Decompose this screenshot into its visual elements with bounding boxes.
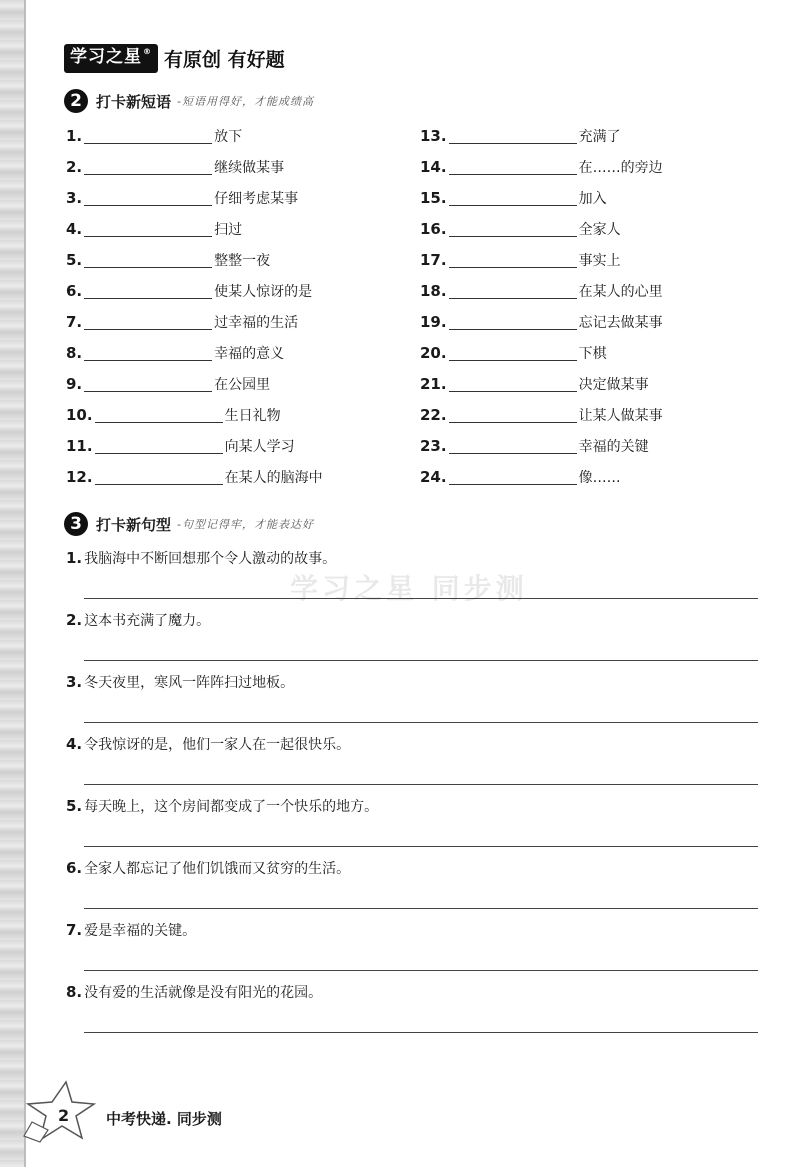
- item-number: 1.: [66, 549, 83, 567]
- answer-blank[interactable]: [449, 127, 577, 144]
- item-number: 5.: [66, 797, 83, 815]
- phrase-item: [66, 306, 406, 337]
- page-header: [64, 40, 285, 76]
- sentence-chinese: 每天晚上，这个房间都变成了一个快乐的地方。: [84, 799, 379, 815]
- footer-text: 中考快递. 同步测: [106, 1110, 222, 1128]
- item-number: 20.: [420, 343, 447, 362]
- section-subtitle: -句型记得牢，才能表达好: [177, 518, 314, 531]
- phrase-item: [420, 213, 760, 244]
- section-number-badge: 2: [64, 89, 88, 113]
- sentence-prompt: [66, 919, 758, 941]
- sentence-chinese: 爱是幸福的关键。: [84, 923, 197, 939]
- item-number: 9.: [66, 374, 83, 393]
- answer-line[interactable]: [84, 908, 758, 909]
- phrase-chinese: 生日礼物: [224, 407, 281, 424]
- phrase-item: [66, 337, 406, 368]
- item-number: 17.: [420, 250, 447, 269]
- phrase-item: [420, 337, 760, 368]
- answer-blank[interactable]: [95, 437, 223, 454]
- item-number: 1.: [66, 126, 83, 145]
- item-number: 7.: [66, 312, 83, 331]
- section-title: 打卡新句型: [96, 515, 172, 534]
- phrase-item: [420, 306, 760, 337]
- phrase-item: [66, 399, 406, 430]
- section-3-header: [64, 512, 314, 536]
- phrase-item: [66, 461, 406, 492]
- phrase-item: [420, 399, 760, 430]
- sentence-item: [66, 671, 758, 733]
- phrase-item: [66, 182, 406, 213]
- answer-blank[interactable]: [449, 344, 577, 361]
- binding-spine: [0, 0, 24, 1167]
- phrase-chinese: 幸福的关键: [578, 438, 649, 455]
- sentence-prompt: [66, 981, 758, 1003]
- sentence-item: [66, 857, 758, 919]
- phrase-item: [420, 430, 760, 461]
- sentence-chinese: 全家人都忘记了他们饥饿而又贫穷的生活。: [84, 861, 351, 877]
- item-number: 11.: [66, 436, 93, 455]
- answer-blank[interactable]: [449, 468, 577, 485]
- phrase-chinese: 仔细考虑某事: [214, 190, 299, 207]
- sentence-prompt: [66, 609, 758, 631]
- phrase-chinese: 加入: [578, 190, 607, 207]
- sentence-prompt: [66, 671, 758, 693]
- answer-blank[interactable]: [84, 189, 212, 206]
- phrase-item: [66, 275, 406, 306]
- phrase-item: [66, 120, 406, 151]
- sentence-prompt: [66, 795, 758, 817]
- item-number: 6.: [66, 281, 83, 300]
- sentence-chinese: 这本书充满了魔力。: [84, 613, 211, 629]
- sentence-item: [66, 609, 758, 671]
- answer-blank[interactable]: [84, 220, 212, 237]
- section-2-header: [64, 89, 314, 113]
- phrase-item: [420, 120, 760, 151]
- answer-blank[interactable]: [84, 313, 212, 330]
- phrase-chinese: 整整一夜: [214, 252, 271, 269]
- item-number: 21.: [420, 374, 447, 393]
- answer-blank[interactable]: [449, 189, 577, 206]
- answer-blank[interactable]: [449, 375, 577, 392]
- answer-blank[interactable]: [84, 282, 212, 299]
- item-number: 2.: [66, 157, 83, 176]
- phrase-item: [420, 368, 760, 399]
- phrase-item: [66, 244, 406, 275]
- section-subtitle: -短语用得好，才能成绩高: [177, 95, 314, 108]
- phrase-column-right: [420, 120, 760, 492]
- item-number: 10.: [66, 405, 93, 424]
- item-number: 8.: [66, 983, 83, 1001]
- phrase-item: [66, 151, 406, 182]
- page-footer: [18, 1078, 318, 1148]
- watermark: 学习之星 同步测: [290, 572, 528, 605]
- slogan: 有原创 有好题: [164, 48, 285, 71]
- answer-blank[interactable]: [84, 158, 212, 175]
- answer-line[interactable]: [84, 1032, 758, 1033]
- answer-blank[interactable]: [84, 127, 212, 144]
- answer-blank[interactable]: [449, 282, 577, 299]
- answer-blank[interactable]: [449, 313, 577, 330]
- answer-blank[interactable]: [449, 220, 577, 237]
- phrase-chinese: 让某人做某事: [578, 407, 663, 424]
- answer-blank[interactable]: [449, 251, 577, 268]
- item-number: 4.: [66, 219, 83, 238]
- item-number: 14.: [420, 157, 447, 176]
- item-number: 8.: [66, 343, 83, 362]
- phrase-chinese: 幸福的意义: [214, 345, 285, 362]
- phrase-item: [420, 461, 760, 492]
- sentence-chinese: 令我惊讶的是，他们一家人在一起很快乐。: [84, 737, 351, 753]
- sentence-item: [66, 795, 758, 857]
- phrase-chinese: 事实上: [578, 252, 621, 269]
- answer-line[interactable]: [84, 846, 758, 847]
- sentence-item: [66, 981, 758, 1043]
- phrase-chinese: 决定做某事: [578, 376, 649, 393]
- phrase-chinese: 全家人: [578, 221, 621, 238]
- item-number: 7.: [66, 921, 83, 939]
- phrase-chinese: 忘记去做某事: [578, 314, 663, 331]
- item-number: 15.: [420, 188, 447, 207]
- item-number: 16.: [420, 219, 447, 238]
- phrase-column-left: [66, 120, 406, 492]
- sentence-chinese: 冬天夜里，寒风一阵阵扫过地板。: [84, 675, 295, 691]
- answer-line[interactable]: [84, 722, 758, 723]
- phrase-item: [66, 213, 406, 244]
- brand-logo: 学习之星®: [64, 44, 158, 73]
- phrase-item: [420, 182, 760, 213]
- sentence-item: [66, 919, 758, 981]
- answer-line[interactable]: [84, 784, 758, 785]
- phrase-chinese: 过幸福的生活: [214, 314, 299, 331]
- section-number-badge: 3: [64, 512, 88, 536]
- answer-blank[interactable]: [84, 375, 212, 392]
- page-number: 2: [58, 1106, 70, 1125]
- phrase-item: [66, 368, 406, 399]
- answer-blank[interactable]: [449, 158, 577, 175]
- answer-blank[interactable]: [95, 406, 223, 423]
- item-number: 3.: [66, 188, 83, 207]
- sentence-prompt: [66, 857, 758, 879]
- item-number: 2.: [66, 611, 83, 629]
- phrase-chinese: 在公园里: [214, 376, 271, 393]
- sentence-chinese: 我脑海中不断回想那个令人激动的故事。: [84, 551, 337, 567]
- phrase-chinese: 放下: [214, 128, 243, 145]
- item-number: 19.: [420, 312, 447, 331]
- answer-blank[interactable]: [84, 251, 212, 268]
- item-number: 18.: [420, 281, 447, 300]
- sentence-item: [66, 547, 758, 609]
- phrase-chinese: 继续做某事: [214, 159, 285, 176]
- phrase-chinese: 向某人学习: [224, 438, 295, 455]
- phrase-chinese: 在……的旁边: [578, 159, 663, 176]
- phrase-item: [420, 275, 760, 306]
- spine-edge: [24, 0, 26, 1167]
- item-number: 22.: [420, 405, 447, 424]
- item-number: 4.: [66, 735, 83, 753]
- item-number: 5.: [66, 250, 83, 269]
- item-number: 24.: [420, 467, 447, 486]
- sentence-prompt: [66, 547, 758, 569]
- sentence-chinese: 没有爱的生活就像是没有阳光的花园。: [84, 985, 323, 1001]
- answer-blank[interactable]: [95, 468, 223, 485]
- sentence-item: [66, 733, 758, 795]
- answer-blank[interactable]: [449, 437, 577, 454]
- item-number: 3.: [66, 673, 83, 691]
- answer-line[interactable]: [84, 660, 758, 661]
- phrase-item: [66, 430, 406, 461]
- answer-blank[interactable]: [84, 344, 212, 361]
- phrase-chinese: 在某人的脑海中: [224, 469, 323, 486]
- item-number: 12.: [66, 467, 93, 486]
- item-number: 6.: [66, 859, 83, 877]
- item-number: 23.: [420, 436, 447, 455]
- phrase-chinese: 像……: [578, 469, 621, 486]
- answer-blank[interactable]: [449, 406, 577, 423]
- phrase-chinese: 在某人的心里: [578, 283, 663, 300]
- phrase-chinese: 充满了: [578, 128, 621, 145]
- answer-line[interactable]: [84, 970, 758, 971]
- phrase-chinese: 扫过: [214, 221, 243, 238]
- phrase-chinese: 使某人惊讶的是: [214, 283, 313, 300]
- phrase-item: [420, 244, 760, 275]
- sentence-prompt: [66, 733, 758, 755]
- item-number: 13.: [420, 126, 447, 145]
- phrase-chinese: 下棋: [578, 345, 607, 362]
- answer-line[interactable]: [84, 598, 758, 599]
- phrase-item: [420, 151, 760, 182]
- sentence-exercise-list: [66, 547, 758, 1043]
- section-title: 打卡新短语: [96, 92, 172, 111]
